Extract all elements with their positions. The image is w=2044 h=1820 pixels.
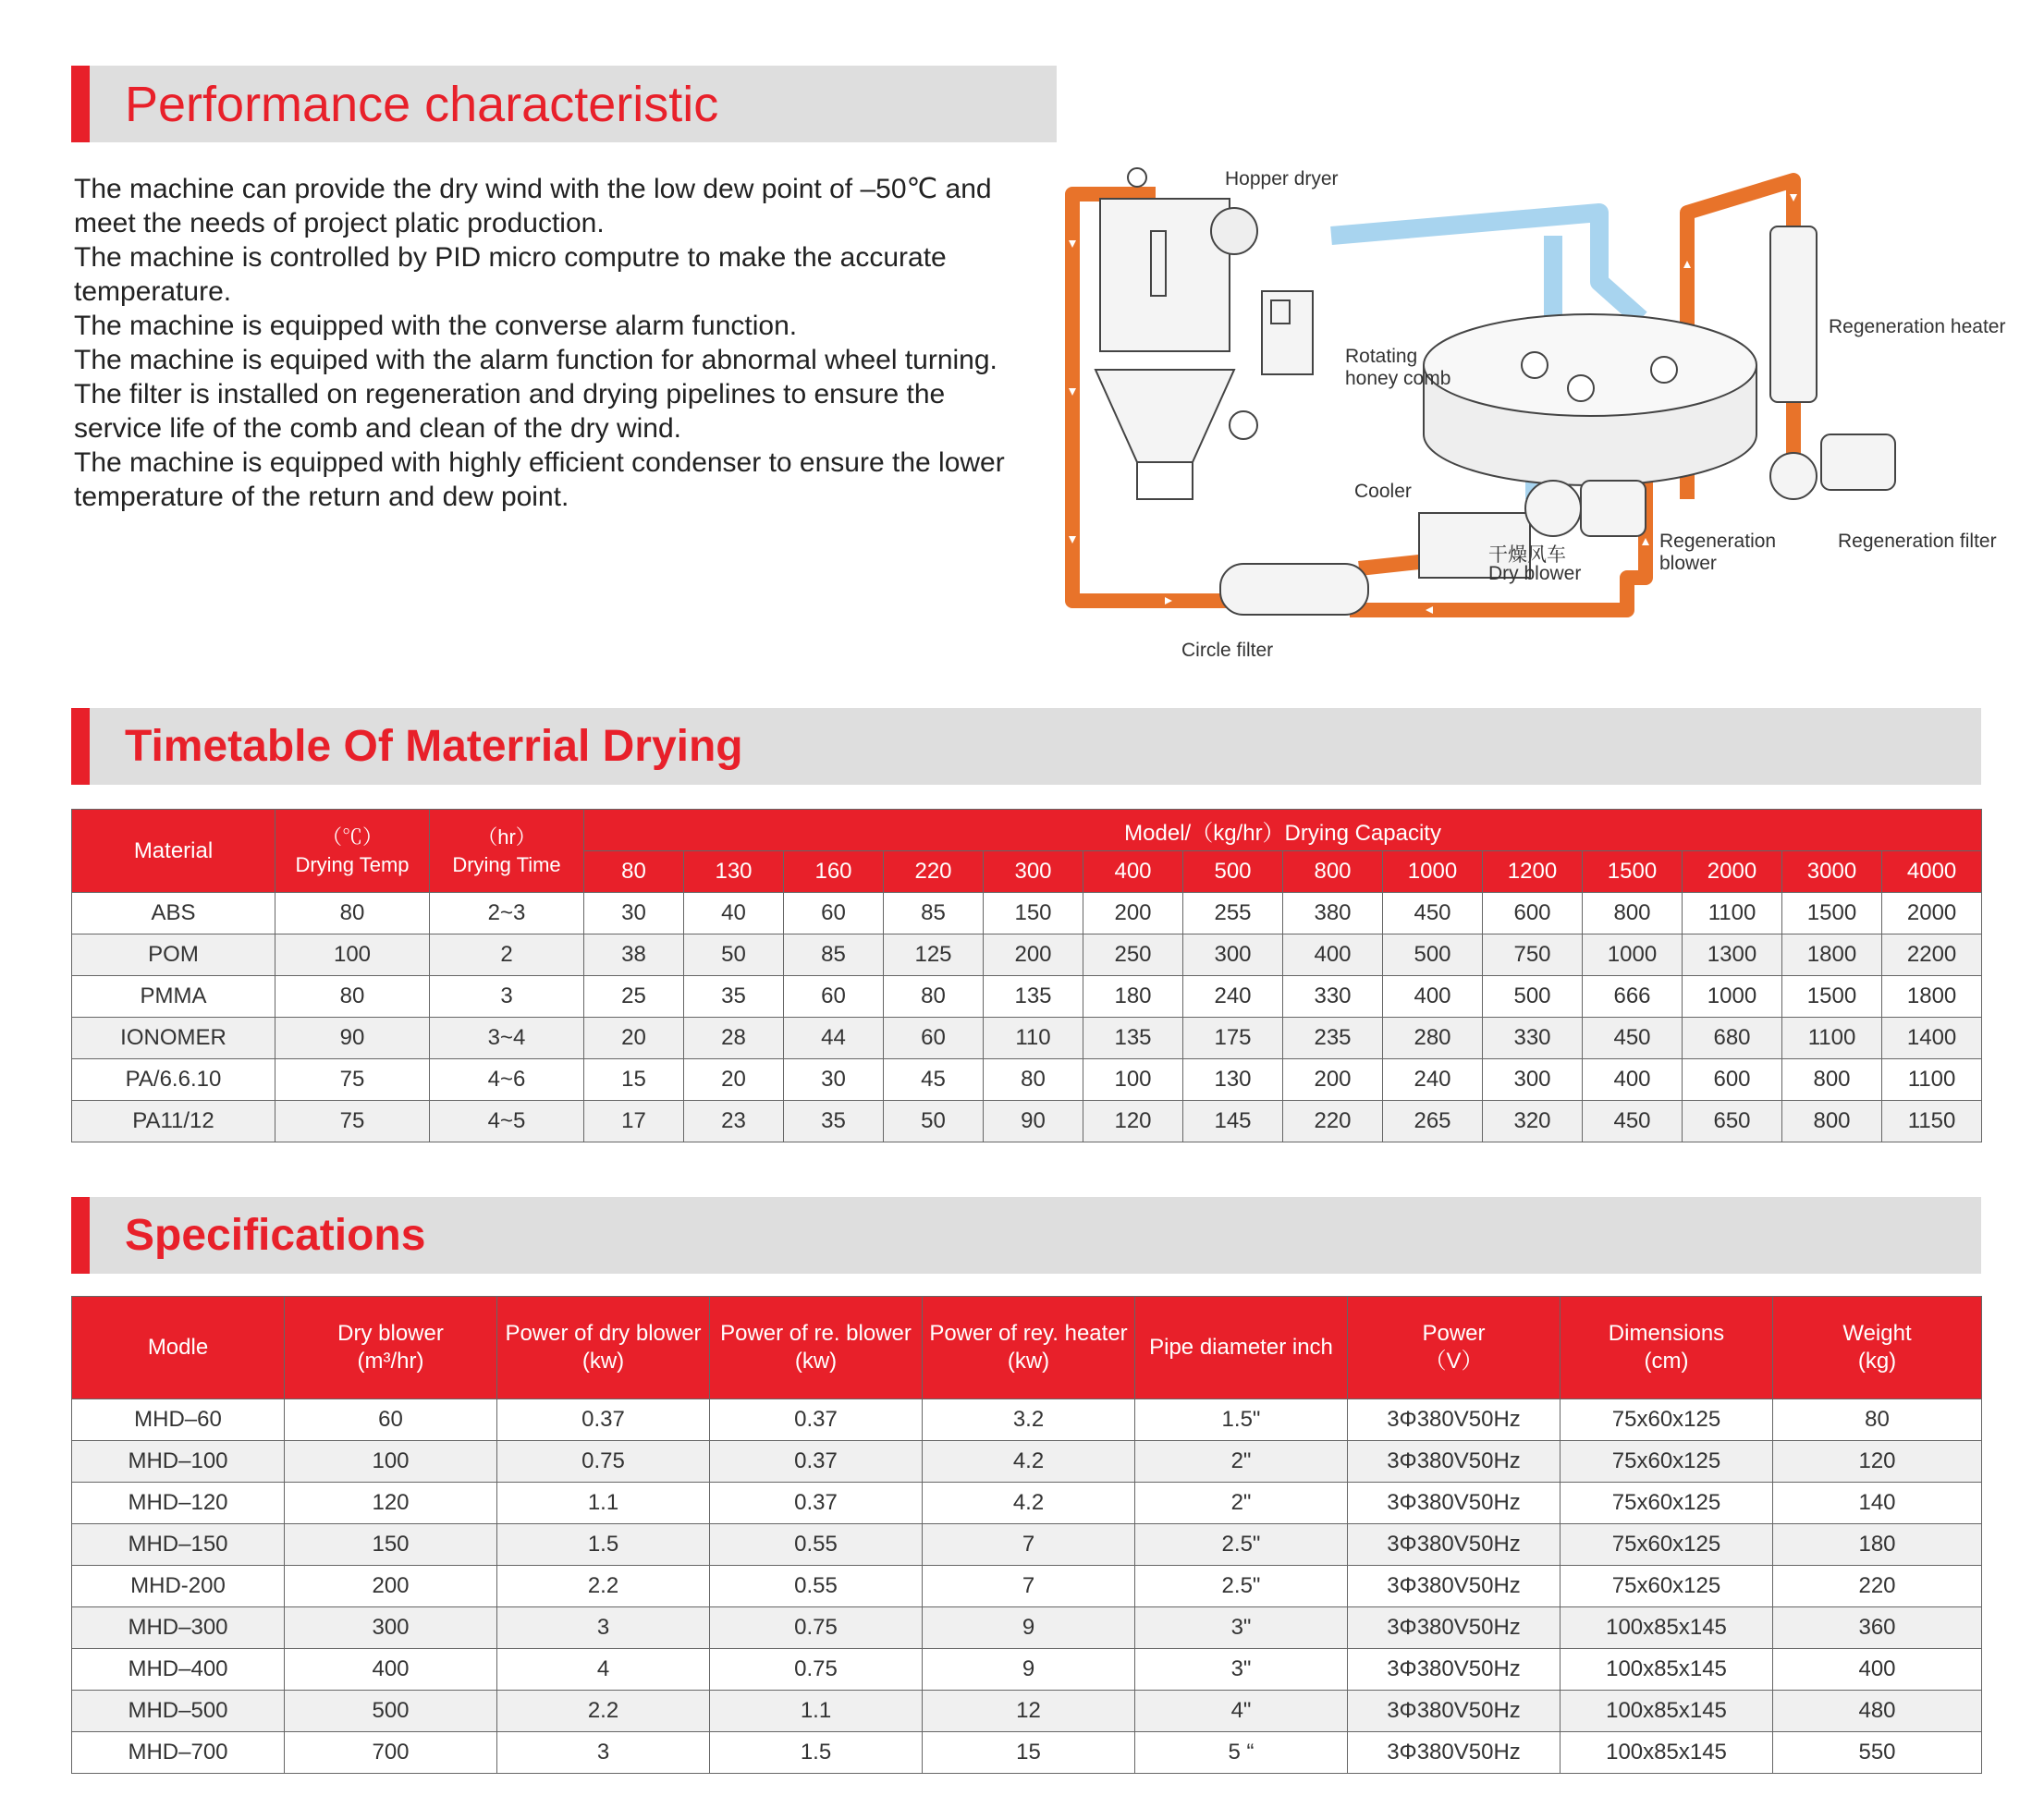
capacity-cell: 125 [884,934,984,976]
spec-cell: 1.1 [497,1483,710,1524]
capacity-cell: 135 [1083,1018,1183,1059]
model-header-cell: 2000 [1683,851,1782,893]
spec-cell: 1.5 [710,1732,923,1774]
capacity-cell: 20 [584,1018,684,1059]
capacity-cell: 800 [1782,1059,1882,1101]
capacity-cell: 60 [784,893,884,934]
capacity-cell: 1800 [1882,976,1982,1018]
capacity-cell: 45 [884,1059,984,1101]
model-header-cell: 3000 [1782,851,1882,893]
spec-cell: MHD–60 [72,1399,285,1441]
material-cell: POM [72,934,275,976]
circle-filter-icon [1220,564,1368,615]
time-cell: 4~6 [430,1059,584,1101]
capacity-cell: 50 [684,934,784,976]
spec-cell: 1.5" [1135,1399,1348,1441]
spec-header-line: Dry blower [337,1321,444,1346]
spec-cell: 3 [497,1607,710,1649]
table-row [72,976,1982,1018]
section-accent [71,708,90,785]
capacity-cell: 2000 [1882,893,1982,934]
capacity-cell: 600 [1483,893,1583,934]
label-dry-blower-cn: 干燥风车 [1488,544,1566,566]
table-row [72,934,1982,976]
model-header-cell: 1000 [1383,851,1483,893]
capacity-cell: 450 [1383,893,1483,934]
spec-cell: 3Φ380V50Hz [1348,1441,1561,1483]
spec-header-cell [1348,1297,1561,1399]
capacity-cell: 500 [1383,934,1483,976]
table-row [72,1607,1982,1649]
capacity-cell: 1800 [1782,934,1882,976]
spec-cell: 7 [923,1566,1135,1607]
spec-header-cell [710,1297,923,1399]
capacity-cell: 60 [784,976,884,1018]
model-header-cell: 400 [1083,851,1183,893]
capacity-cell: 330 [1483,1018,1583,1059]
temp-cell: 75 [275,1059,430,1101]
capacity-cell: 175 [1183,1018,1283,1059]
spec-header-line: Power of dry blower [505,1321,702,1346]
model-header-cell: 300 [984,851,1083,893]
capacity-cell: 80 [884,976,984,1018]
regeneration-heater-icon [1770,226,1817,402]
model-header-cell: 500 [1183,851,1283,893]
capacity-cell: 90 [984,1101,1083,1142]
drying-title: Timetable Of Materrial Drying [125,722,743,771]
capacity-cell: 1000 [1683,976,1782,1018]
process-diagram [1054,157,2015,675]
spec-cell: 3Φ380V50Hz [1348,1607,1561,1649]
table-row [72,1691,1982,1732]
model-header-cell: 130 [684,851,784,893]
capacity-cell: 1000 [1583,934,1683,976]
performance-paragraph: The machine is equipped with the converse alarm function. [74,311,798,341]
table-row [72,1566,1982,1607]
spec-cell: 3.2 [923,1399,1135,1441]
table-row [72,1059,1982,1101]
spec-cell: 400 [285,1649,497,1691]
capacity-cell: 180 [1083,976,1183,1018]
label-dry-blower: Dry blower [1488,563,1582,584]
capacity-cell: 1100 [1683,893,1782,934]
capacity-cell: 280 [1383,1018,1483,1059]
spec-header-line: (cm) [1644,1349,1689,1374]
spec-cell: 2.2 [497,1566,710,1607]
spec-header-line: Dimensions [1608,1321,1725,1346]
spec-cell: 75x60x125 [1561,1524,1773,1566]
spec-cell: 3" [1135,1607,1348,1649]
spec-header-line: (kw) [794,1349,838,1374]
table-row [72,1399,1982,1441]
capacity-cell: 80 [984,1059,1083,1101]
spec-cell: 3Φ380V50Hz [1348,1399,1561,1441]
spec-header-line: (m³/hr) [357,1349,424,1374]
spec-cell: MHD–300 [72,1607,285,1649]
spec-header-line: Weight [1842,1321,1912,1346]
capacity-cell: 1500 [1782,976,1882,1018]
spec-header-line: (kw) [1007,1349,1050,1374]
spec-cell: 4.2 [923,1483,1135,1524]
performance-paragraph: The filter is installed on regeneration and drying pipelines to ensure the service life of the comb and clean of the dry wind. [74,379,946,444]
spec-cell: 4" [1135,1691,1348,1732]
model-header-cell: 220 [884,851,984,893]
temp-cell: 100 [275,934,430,976]
capacity-cell: 135 [984,976,1083,1018]
temp-cell: 80 [275,893,430,934]
spec-header-cell [285,1297,497,1399]
capacity-cell: 35 [784,1101,884,1142]
material-cell: IONOMER [72,1018,275,1059]
spec-cell: 550 [1773,1732,1982,1774]
temp-unit: （℃） [321,824,383,849]
spec-header-cell [923,1297,1135,1399]
performance-description [74,172,1008,514]
capacity-cell: 2200 [1882,934,1982,976]
capacity-cell: 20 [684,1059,784,1101]
capacity-cell: 15 [584,1059,684,1101]
table-row [72,1018,1982,1059]
drying-body [72,893,1982,1142]
spec-cell: 0.37 [710,1483,923,1524]
section-accent [71,66,90,142]
spec-cell: 7 [923,1524,1135,1566]
spec-header-line: Power [1422,1321,1486,1346]
capacity-cell: 50 [884,1101,984,1142]
spec-cell: 3Φ380V50Hz [1348,1691,1561,1732]
spec-cell: 0.75 [710,1607,923,1649]
capacity-cell: 600 [1683,1059,1782,1101]
spec-cell: 3Φ380V50Hz [1348,1649,1561,1691]
spec-header-cell [1135,1297,1348,1399]
capacity-cell: 330 [1283,976,1383,1018]
capacity-cell: 750 [1483,934,1583,976]
model-header-cell: 160 [784,851,884,893]
spec-cell: 75x60x125 [1561,1566,1773,1607]
material-cell: PA11/12 [72,1101,275,1142]
time-cell: 2 [430,934,584,976]
drying-table [71,809,1982,1142]
spec-header-line: Pipe diameter inch [1149,1335,1333,1360]
capacity-cell: 400 [1383,976,1483,1018]
spec-header-line: Power of rey. heater [929,1321,1128,1346]
performance-title: Performance characteristic [125,76,719,132]
capacity-cell: 265 [1383,1101,1483,1142]
spec-cell: 2" [1135,1441,1348,1483]
label-regeneration-heater: Regeneration heater [1829,316,2006,337]
spec-header-cell [1561,1297,1773,1399]
capacity-cell: 150 [984,893,1083,934]
spec-cell: MHD-200 [72,1566,285,1607]
model-header-cell: 4000 [1882,851,1982,893]
specs-title: Specifications [125,1211,426,1260]
spec-cell: 140 [1773,1483,1982,1524]
specs-table [71,1296,1982,1774]
capacity-cell: 44 [784,1018,884,1059]
capacity-cell: 650 [1683,1101,1782,1142]
spec-cell: 1.5 [497,1524,710,1566]
spec-cell: 2.5" [1135,1524,1348,1566]
spec-cell: 9 [923,1649,1135,1691]
performance-paragraph: The machine can provide the dry wind with the low dew point of –50℃ and meet the needs of project platic production. [74,174,992,238]
capacity-cell: 38 [584,934,684,976]
capacity-cell: 1100 [1782,1018,1882,1059]
specs-header [71,1197,1981,1274]
header-drying-temp [275,810,430,893]
spec-header-line: (kg) [1857,1349,1897,1374]
label-regeneration-blower-1: Regeneration [1659,531,1777,552]
performance-header [71,66,1057,142]
drying-header [71,708,1981,785]
spec-cell: 12 [923,1691,1135,1732]
spec-cell: 100 [285,1441,497,1483]
spec-cell: 3Φ380V50Hz [1348,1732,1561,1774]
spec-cell: 1.1 [710,1691,923,1732]
capacity-cell: 450 [1583,1101,1683,1142]
table-row [72,893,1982,934]
capacity-cell: 250 [1083,934,1183,976]
capacity-cell: 28 [684,1018,784,1059]
spec-cell: 0.37 [710,1441,923,1483]
label-rotating: Rotating [1345,346,1418,367]
capacity-cell: 85 [884,893,984,934]
capacity-cell: 200 [984,934,1083,976]
specs-header-row [72,1297,1982,1399]
capacity-cell: 200 [1283,1059,1383,1101]
capacity-cell: 240 [1383,1059,1483,1101]
spec-cell: 9 [923,1607,1135,1649]
capacity-cell: 666 [1583,976,1683,1018]
spec-cell: 75x60x125 [1561,1399,1773,1441]
model-header-cell: 80 [584,851,684,893]
spec-cell: 80 [1773,1399,1982,1441]
time-cell: 3 [430,976,584,1018]
label-cooler: Cooler [1354,481,1412,502]
spec-cell: 300 [285,1607,497,1649]
capacity-cell: 1500 [1782,893,1882,934]
spec-cell: 3Φ380V50Hz [1348,1483,1561,1524]
time-cell: 2~3 [430,893,584,934]
capacity-cell: 500 [1483,976,1583,1018]
spec-cell: 180 [1773,1524,1982,1566]
performance-paragraph: The machine is equiped with the alarm function for abnormal wheel turning. [74,345,998,375]
performance-paragraph: The machine is equipped with highly efficient condenser to ensure the lower temperature of the return and dew point. [74,447,1005,512]
spec-cell: MHD–150 [72,1524,285,1566]
capacity-cell: 1300 [1683,934,1782,976]
capacity-cell: 23 [684,1101,784,1142]
model-header-cell: 800 [1283,851,1383,893]
spec-cell: 100x85x145 [1561,1607,1773,1649]
capacity-cell: 380 [1283,893,1383,934]
capacity-cell: 145 [1183,1101,1283,1142]
spec-cell: 100x85x145 [1561,1732,1773,1774]
performance-paragraph: The machine is controlled by PID micro computre to make the accurate temperature. [74,242,947,307]
capacity-cell: 255 [1183,893,1283,934]
spec-cell: 150 [285,1524,497,1566]
table-row [72,1441,1982,1483]
spec-header-line: Power of re. blower [720,1321,912,1346]
capacity-cell: 120 [1083,1101,1183,1142]
table-row [72,1649,1982,1691]
label-regeneration-filter: Regeneration filter [1838,531,1997,552]
capacity-cell: 400 [1283,934,1383,976]
capacity-cell: 60 [884,1018,984,1059]
capacity-cell: 300 [1183,934,1283,976]
spec-cell: 3Φ380V50Hz [1348,1566,1561,1607]
time-cell: 4~5 [430,1101,584,1142]
temp-label: Drying Temp [295,852,410,876]
capacity-cell: 40 [684,893,784,934]
table-row [72,1524,1982,1566]
spec-cell: 100x85x145 [1561,1649,1773,1691]
header-drying-time [430,810,584,893]
capacity-cell: 300 [1483,1059,1583,1101]
spec-cell: 0.55 [710,1524,923,1566]
time-label: Drying Time [452,852,561,876]
spec-cell: 120 [285,1483,497,1524]
temp-cell: 75 [275,1101,430,1142]
capacity-cell: 30 [584,893,684,934]
spec-cell: 2.2 [497,1691,710,1732]
capacity-cell: 25 [584,976,684,1018]
material-cell: PMMA [72,976,275,1018]
spec-cell: 75x60x125 [1561,1483,1773,1524]
material-cell: PA/6.6.10 [72,1059,275,1101]
temp-cell: 90 [275,1018,430,1059]
capacity-cell: 30 [784,1059,884,1101]
honeycomb-wheel-icon [1424,314,1756,485]
time-cell: 3~4 [430,1018,584,1059]
spec-cell: 120 [1773,1441,1982,1483]
capacity-cell: 220 [1283,1101,1383,1142]
capacity-cell: 100 [1083,1059,1183,1101]
time-unit: （hr） [477,824,536,849]
capacity-cell: 110 [984,1018,1083,1059]
spec-header-cell [1773,1297,1982,1399]
spec-cell: 5 “ [1135,1732,1348,1774]
spec-cell: 480 [1773,1691,1982,1732]
spec-cell: 4 [497,1649,710,1691]
capacity-cell: 320 [1483,1101,1583,1142]
hopper-dryer-icon [1095,168,1313,499]
spec-cell: 220 [1773,1566,1982,1607]
spec-cell: 200 [285,1566,497,1607]
capacity-cell: 680 [1683,1018,1782,1059]
spec-cell: 60 [285,1399,497,1441]
capacity-cell: 1100 [1882,1059,1982,1101]
spec-cell: MHD–120 [72,1483,285,1524]
spec-cell: 3 [497,1732,710,1774]
specs-body [72,1399,1982,1774]
spec-cell: 700 [285,1732,497,1774]
capacity-cell: 800 [1782,1101,1882,1142]
table-row [72,1732,1982,1774]
table-row [72,1483,1982,1524]
spec-cell: 2.5" [1135,1566,1348,1607]
spec-header-cell [72,1297,285,1399]
spec-cell: MHD–100 [72,1441,285,1483]
spec-cell: 0.75 [710,1649,923,1691]
capacity-cell: 240 [1183,976,1283,1018]
spec-cell: 4.2 [923,1441,1135,1483]
capacity-cell: 35 [684,976,784,1018]
spec-cell: 100x85x145 [1561,1691,1773,1732]
spec-cell: 15 [923,1732,1135,1774]
dry-blower-icon [1525,481,1646,536]
label-circle-filter: Circle filter [1181,640,1274,661]
spec-cell: 0.75 [497,1441,710,1483]
spec-cell: 360 [1773,1607,1982,1649]
spec-header-line: （V） [1424,1349,1484,1374]
spec-cell: MHD–700 [72,1732,285,1774]
spec-cell: 0.37 [497,1399,710,1441]
spec-cell: MHD–400 [72,1649,285,1691]
capacity-cell: 450 [1583,1018,1683,1059]
section-accent [71,1197,90,1274]
spec-header-line: Modle [147,1335,209,1360]
capacity-cell: 17 [584,1101,684,1142]
header-capacity: Model/（kg/hr）Drying Capacity [584,810,1982,851]
spec-cell: 0.37 [710,1399,923,1441]
capacity-cell: 235 [1283,1018,1383,1059]
spec-cell: 500 [285,1691,497,1732]
spec-cell: MHD–500 [72,1691,285,1732]
spec-cell: 2" [1135,1483,1348,1524]
label-hopper-dryer: Hopper dryer [1225,168,1339,189]
spec-cell: 3Φ380V50Hz [1348,1524,1561,1566]
model-header-cell: 1200 [1483,851,1583,893]
label-honey-comb: honey comb [1345,368,1451,389]
table-row [72,1101,1982,1142]
spec-cell: 75x60x125 [1561,1441,1773,1483]
temp-cell: 80 [275,976,430,1018]
capacity-cell: 800 [1583,893,1683,934]
spec-cell: 400 [1773,1649,1982,1691]
label-regeneration-blower-2: blower [1659,553,1717,574]
header-material: Material [72,810,275,893]
capacity-cell: 1400 [1882,1018,1982,1059]
spec-header-line: (kw) [581,1349,625,1374]
spec-cell: 0.55 [710,1566,923,1607]
material-cell: ABS [72,893,275,934]
capacity-cell: 85 [784,934,884,976]
capacity-cell: 130 [1183,1059,1283,1101]
spec-header-cell [497,1297,710,1399]
model-header-cell: 1500 [1583,851,1683,893]
capacity-cell: 400 [1583,1059,1683,1101]
spec-cell: 3" [1135,1649,1348,1691]
capacity-cell: 200 [1083,893,1183,934]
capacity-cell: 1150 [1882,1101,1982,1142]
